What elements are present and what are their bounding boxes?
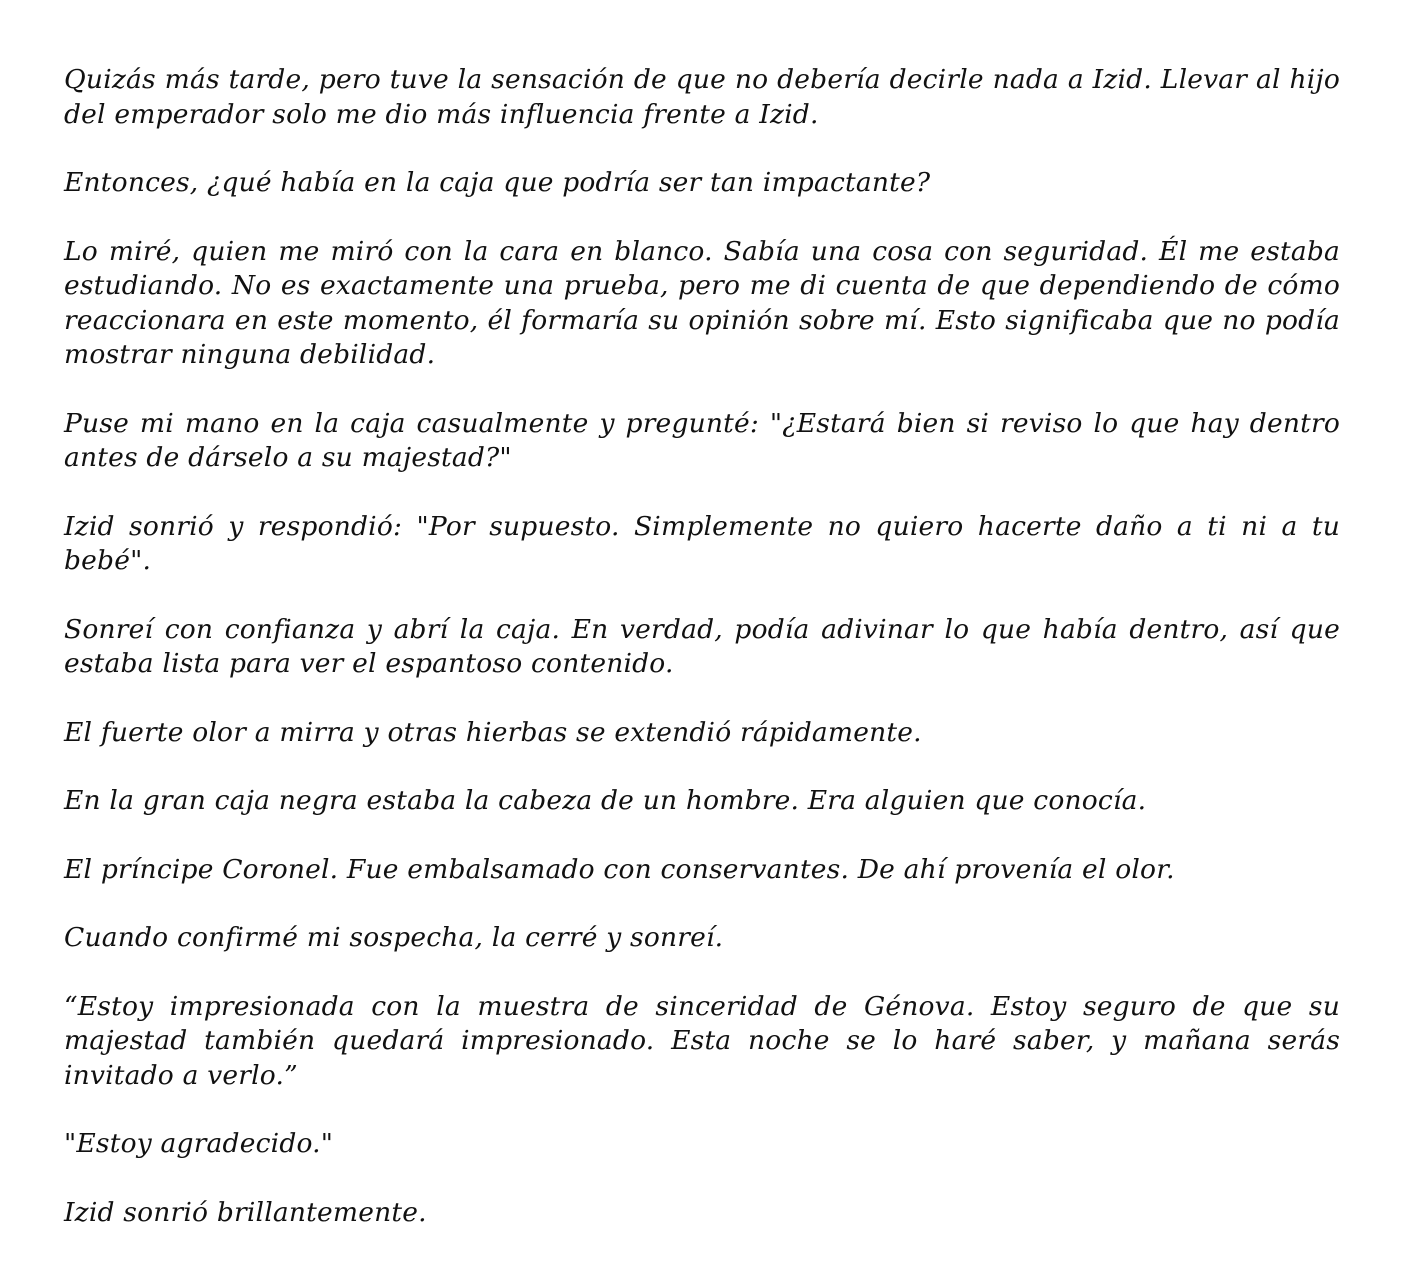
paragraph: Entonces, ¿qué había en la caja que podría ser tan impactante?	[64, 167, 931, 198]
paragraph: En la gran caja negra estaba la cabeza de un hombre. Era alguien que conocía.	[64, 785, 1147, 816]
paragraph: El fuerte olor a mirra y otras hierbas se extendió rápidamente.	[64, 716, 922, 748]
paragraph: Puse mi mano en la caja casualmente y pregunté: "¿Estará bien si reviso lo que hay dentro antes de dárselo a su majestad?"	[64, 407, 1340, 473]
paragraph: Sonreí con confianza y abrí la caja. En verdad, podía adivinar lo que había dentro, así que estaba lista para ver el espantoso contenido.	[64, 613, 1340, 679]
paragraph: "Estoy agradecido."	[64, 1128, 334, 1159]
paragraph: Izid sonrió y respondió: "Por supuesto. Simplemente no quiero hacerte daño a ti ni a tu bebé".	[64, 510, 1340, 576]
paragraph: Quizás más tarde, pero tuve la sensación de que no debería decirle nada a Izid. Llevar al hijo del emperador solo me dio más influencia frente a Izid.	[64, 64, 1340, 130]
paragraph: Lo miré, quien me miró con la cara en blanco. Sabía una cosa con seguridad. Él me estaba estudiando. No es exactamente una prueba, pero me di cuenta de que dependiendo de cómo reaccionara en este momento, él formaría su opinión sobre mí. Esto significaba que no podía mostrar ninguna debilidad.	[64, 235, 1340, 370]
paragraph: “Estoy impresionada con la muestra de sinceridad de Génova. Estoy seguro de que su majestad también quedará impresionado. Esta noche se lo haré saber, y mañana serás invitado a verlo.”	[64, 990, 1340, 1091]
paragraph: El príncipe Coronel. Fue embalsamado con conservantes. De ahí provenía el olor.	[64, 853, 1175, 885]
document-body	[64, 63, 1340, 1264]
paragraph: Izid sonrió brillantemente.	[64, 1196, 427, 1228]
paragraph: Cuando confirmé mi sospecha, la cerré y sonreí.	[64, 922, 724, 953]
